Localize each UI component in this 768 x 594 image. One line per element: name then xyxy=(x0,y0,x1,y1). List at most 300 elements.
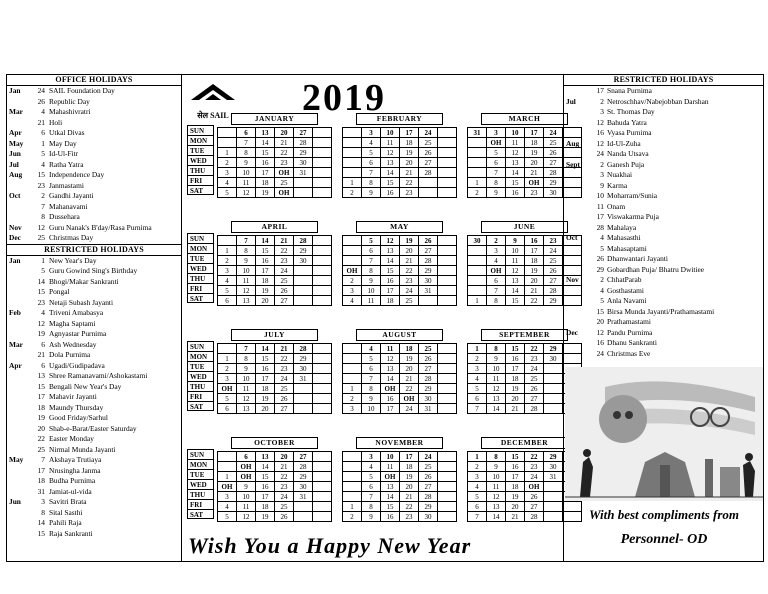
new-year-wish: Wish You a Happy New Year xyxy=(188,533,472,558)
day-cell xyxy=(438,452,457,462)
day-cell: 5 xyxy=(218,394,237,404)
holiday-date: 13 xyxy=(37,371,45,380)
holiday-name: Good Friday/Sarhul xyxy=(49,413,108,422)
holiday-date: 12 xyxy=(37,318,45,328)
day-cell: 21 xyxy=(275,138,294,148)
day-cell: 19 xyxy=(506,492,525,502)
holiday-name: Snana Purnima xyxy=(607,86,652,95)
weekday-label: MON xyxy=(187,351,214,361)
day-cell: 3 xyxy=(218,492,237,502)
day-cell xyxy=(343,452,362,462)
day-cell: 22 xyxy=(275,246,294,256)
month-block xyxy=(342,437,457,522)
restricted-holidays-list-left xyxy=(7,256,181,540)
day-cell: 9 xyxy=(487,188,506,198)
holiday-date: 4 xyxy=(600,285,604,295)
day-cell: 4 xyxy=(362,138,381,148)
day-cell: 14 xyxy=(487,512,506,522)
day-cell xyxy=(218,138,237,148)
day-cell xyxy=(313,256,332,266)
weekday-header-column xyxy=(187,341,214,411)
holiday-row xyxy=(7,202,181,213)
holiday-row xyxy=(564,107,763,118)
day-cell xyxy=(544,374,563,384)
day-cell: 13 xyxy=(381,158,400,168)
day-cell: 15 xyxy=(506,344,525,354)
day-cell: 6 xyxy=(487,158,506,168)
day-cell: 17 xyxy=(525,246,544,256)
day-cell: OH xyxy=(343,266,362,276)
holiday-name: Jamiat-ul-vida xyxy=(49,486,92,496)
day-cell: 4 xyxy=(343,296,362,306)
weekday-label: TUE xyxy=(187,253,214,263)
day-cell: 18 xyxy=(400,138,419,148)
day-cell: 5 xyxy=(218,188,237,198)
holiday-month: Jun xyxy=(9,497,21,506)
gandhi-swachh-illustration-icon xyxy=(565,367,763,501)
holiday-date: 3 xyxy=(600,170,604,179)
day-cell xyxy=(343,492,362,502)
day-cell: 22 xyxy=(525,296,544,306)
holiday-name: Raja Sankranti xyxy=(49,528,93,538)
day-cell: 27 xyxy=(419,364,438,374)
holiday-row xyxy=(564,349,763,360)
day-cell: 30 xyxy=(419,512,438,522)
day-cell: 1 xyxy=(468,296,487,306)
day-cell: 15 xyxy=(381,266,400,276)
holiday-row xyxy=(7,266,181,277)
day-cell: 10 xyxy=(362,404,381,414)
day-cell: 10 xyxy=(362,286,381,296)
day-cell: 28 xyxy=(419,256,438,266)
weekday-label: WED xyxy=(187,479,214,489)
day-cell: 17 xyxy=(256,374,275,384)
holiday-row xyxy=(564,328,763,339)
day-cell: 19 xyxy=(400,472,419,482)
day-cell xyxy=(468,158,487,168)
day-cell: 19 xyxy=(256,394,275,404)
day-cell: 25 xyxy=(419,138,438,148)
day-cell: 10 xyxy=(237,492,256,502)
holiday-name: Prathamastami xyxy=(607,317,651,326)
holiday-row xyxy=(564,286,763,297)
day-cell: OH xyxy=(525,482,544,492)
day-cell: 16 xyxy=(381,276,400,286)
holiday-row xyxy=(7,298,181,309)
holiday-month: Jan xyxy=(9,255,21,265)
holiday-month: Aug xyxy=(566,138,580,148)
holiday-date: 12 xyxy=(596,138,604,148)
holiday-row xyxy=(564,170,763,181)
day-cell: 16 xyxy=(525,236,544,246)
day-cell: 3 xyxy=(218,266,237,276)
weekday-label: THU xyxy=(187,381,214,391)
day-cell: 6 xyxy=(362,482,381,492)
holiday-date: 17 xyxy=(37,465,45,475)
day-cell: 19 xyxy=(506,384,525,394)
day-cell: 12 xyxy=(237,512,256,522)
holiday-row xyxy=(7,160,181,171)
holiday-name: Nrusingha Janma xyxy=(49,465,101,475)
month-block xyxy=(217,113,332,198)
day-cell: 14 xyxy=(256,236,275,246)
holiday-name: Guru Nanak's B'day/Rasa Purnima xyxy=(49,222,152,232)
left-holiday-column xyxy=(7,75,182,561)
month-day-grid xyxy=(342,451,457,522)
day-cell: 3 xyxy=(218,168,237,178)
holiday-row xyxy=(7,107,181,118)
day-cell: 28 xyxy=(525,512,544,522)
day-cell xyxy=(468,168,487,178)
day-cell: 7 xyxy=(237,344,256,354)
weekday-label: WED xyxy=(187,263,214,273)
day-cell: 31 xyxy=(419,404,438,414)
day-cell: 8 xyxy=(362,384,381,394)
day-cell: 6 xyxy=(362,246,381,256)
weekday-label: WED xyxy=(187,155,214,165)
holiday-row xyxy=(7,329,181,340)
day-cell: 29 xyxy=(544,344,563,354)
holiday-date: 23 xyxy=(37,297,45,307)
day-cell: 13 xyxy=(256,452,275,462)
day-cell: 30 xyxy=(419,394,438,404)
day-cell: 19 xyxy=(256,286,275,296)
day-cell: 20 xyxy=(256,404,275,414)
holiday-row xyxy=(7,223,181,234)
day-cell: 19 xyxy=(400,148,419,158)
day-cell: 18 xyxy=(256,178,275,188)
day-cell xyxy=(419,188,438,198)
day-cell: 17 xyxy=(506,364,525,374)
day-cell: 24 xyxy=(275,374,294,384)
holiday-date: 5 xyxy=(41,266,45,275)
day-cell: 26 xyxy=(419,472,438,482)
holiday-date: 4 xyxy=(600,233,604,242)
day-cell: 29 xyxy=(294,354,313,364)
day-cell: 1 xyxy=(343,384,362,394)
day-cell: 16 xyxy=(256,158,275,168)
holiday-name: Christmas Eve xyxy=(607,348,651,358)
day-cell: 28 xyxy=(294,236,313,246)
day-cell: 30 xyxy=(544,462,563,472)
weekday-label: SAT xyxy=(187,509,214,519)
day-cell: 28 xyxy=(525,404,544,414)
day-cell xyxy=(313,492,332,502)
holiday-name: Karma xyxy=(607,180,628,190)
holiday-row xyxy=(7,340,181,351)
day-cell xyxy=(544,384,563,394)
day-cell xyxy=(343,374,362,384)
day-cell: 8 xyxy=(362,502,381,512)
day-cell xyxy=(313,354,332,364)
holiday-name: Guru Gowind Sing's Birthday xyxy=(49,266,138,275)
holiday-date: 4 xyxy=(41,159,45,169)
holiday-month: Apr xyxy=(9,128,22,137)
month-block xyxy=(217,437,332,522)
day-cell: 2 xyxy=(487,236,506,246)
day-cell xyxy=(544,364,563,374)
day-cell: 27 xyxy=(294,452,313,462)
day-cell: 14 xyxy=(256,462,275,472)
day-cell: 28 xyxy=(544,286,563,296)
day-cell: 14 xyxy=(256,138,275,148)
day-cell xyxy=(438,344,457,354)
day-cell: 11 xyxy=(381,462,400,472)
holiday-name: Mahashivratri xyxy=(49,107,91,116)
day-cell: 7 xyxy=(468,404,487,414)
day-cell: 24 xyxy=(419,452,438,462)
day-cell xyxy=(468,286,487,296)
sail-logo-icon xyxy=(190,83,236,109)
day-cell: 1 xyxy=(343,178,362,188)
holiday-date: 23 xyxy=(37,180,45,190)
weekday-label: FRI xyxy=(187,175,214,185)
restricted-holidays-heading-left: RESTRICTED HOLIDAYS xyxy=(7,244,181,256)
day-cell: 10 xyxy=(506,246,525,256)
day-cell: 12 xyxy=(487,492,506,502)
day-cell: 20 xyxy=(275,452,294,462)
holiday-date: 4 xyxy=(41,107,45,116)
day-cell xyxy=(544,482,563,492)
day-cell: 6 xyxy=(468,502,487,512)
day-cell xyxy=(343,256,362,266)
day-cell: 6 xyxy=(362,158,381,168)
holiday-name: Netaji Subash Jayanti xyxy=(49,297,114,307)
holiday-name: Vyasa Purnima xyxy=(607,128,652,137)
holiday-row xyxy=(564,149,763,160)
day-cell: 18 xyxy=(525,138,544,148)
day-cell: 6 xyxy=(218,296,237,306)
day-cell: 6 xyxy=(237,452,256,462)
day-cell xyxy=(313,296,332,306)
day-cell: 17 xyxy=(506,472,525,482)
day-cell: 14 xyxy=(381,492,400,502)
day-cell: 10 xyxy=(237,266,256,276)
day-cell: 26 xyxy=(419,236,438,246)
day-cell: 1 xyxy=(468,452,487,462)
day-cell xyxy=(544,404,563,414)
holiday-date: 7 xyxy=(41,455,45,464)
year-title: 2019 xyxy=(302,77,386,119)
holiday-name: Ratha Yatra xyxy=(49,159,84,169)
holiday-date: 19 xyxy=(37,413,45,422)
day-cell: 12 xyxy=(237,188,256,198)
day-cell: 16 xyxy=(381,188,400,198)
day-cell xyxy=(313,472,332,482)
day-cell: 20 xyxy=(400,246,419,256)
day-cell: 8 xyxy=(362,266,381,276)
day-cell: 2 xyxy=(468,188,487,198)
month-day-grid xyxy=(217,343,332,414)
day-cell: 29 xyxy=(294,148,313,158)
day-cell: 12 xyxy=(381,148,400,158)
day-cell: 26 xyxy=(525,492,544,502)
day-cell: 1 xyxy=(218,148,237,158)
holiday-row xyxy=(564,191,763,202)
day-cell: 1 xyxy=(343,502,362,512)
day-cell: 15 xyxy=(506,178,525,188)
holiday-date: 18 xyxy=(37,476,45,485)
day-cell: 16 xyxy=(506,462,525,472)
month-block xyxy=(342,221,457,306)
day-cell: 16 xyxy=(506,354,525,364)
day-cell: 8 xyxy=(487,178,506,188)
day-cell xyxy=(438,138,457,148)
day-cell xyxy=(294,394,313,404)
day-cell: 22 xyxy=(525,344,544,354)
holiday-month: Oct xyxy=(566,233,578,242)
holiday-row xyxy=(564,254,763,265)
day-cell xyxy=(218,462,237,472)
day-cell: 23 xyxy=(275,364,294,374)
day-cell: 31 xyxy=(544,472,563,482)
holiday-date: 21 xyxy=(37,350,45,359)
day-cell: 1 xyxy=(468,344,487,354)
holiday-date: 2 xyxy=(600,275,604,284)
day-cell: 9 xyxy=(362,276,381,286)
holiday-row xyxy=(7,170,181,181)
day-cell: 14 xyxy=(487,404,506,414)
day-cell: 22 xyxy=(275,354,294,364)
day-cell: OH xyxy=(400,394,419,404)
day-cell: 21 xyxy=(525,286,544,296)
day-cell xyxy=(438,404,457,414)
day-cell: 23 xyxy=(275,482,294,492)
holiday-name: Mahanavami xyxy=(49,201,88,211)
holiday-month: Nov xyxy=(566,275,579,284)
holiday-name: Sital Sasthi xyxy=(49,507,83,517)
holiday-name: Nirmal Munda Jayanti xyxy=(49,444,116,454)
holiday-date: 6 xyxy=(41,339,45,349)
day-cell: 28 xyxy=(419,492,438,502)
day-cell: 21 xyxy=(400,374,419,384)
day-cell xyxy=(313,482,332,492)
holiday-row xyxy=(7,308,181,319)
day-cell: 12 xyxy=(381,354,400,364)
day-cell: 22 xyxy=(400,178,419,188)
holiday-name: Moharram/Sunia xyxy=(607,191,658,200)
day-cell: 18 xyxy=(525,256,544,266)
day-cell: 13 xyxy=(506,158,525,168)
day-cell: 25 xyxy=(275,178,294,188)
day-cell: 29 xyxy=(294,472,313,482)
holiday-date: 5 xyxy=(600,296,604,305)
day-cell: 7 xyxy=(487,168,506,178)
holiday-date: 12 xyxy=(596,327,604,337)
weekday-label: SUN xyxy=(187,341,214,351)
day-cell xyxy=(313,502,332,512)
day-cell xyxy=(343,168,362,178)
day-cell: 27 xyxy=(419,246,438,256)
day-cell: 13 xyxy=(381,482,400,492)
holiday-row xyxy=(564,118,763,129)
holiday-name: Agnyastar Purnima xyxy=(49,329,107,338)
day-cell: 22 xyxy=(275,148,294,158)
day-cell xyxy=(294,276,313,286)
holiday-row xyxy=(7,445,181,456)
holiday-row xyxy=(564,307,763,318)
day-cell: 27 xyxy=(544,276,563,286)
day-cell: 13 xyxy=(487,394,506,404)
holiday-name: Easter Monday xyxy=(49,434,94,443)
day-cell: 17 xyxy=(256,168,275,178)
day-cell xyxy=(544,492,563,502)
holiday-month: Apr xyxy=(9,360,22,370)
day-cell: 12 xyxy=(381,236,400,246)
day-cell xyxy=(343,364,362,374)
holiday-row xyxy=(7,518,181,529)
weekday-label: MON xyxy=(187,243,214,253)
day-cell: 3 xyxy=(343,404,362,414)
day-cell: 4 xyxy=(362,344,381,354)
day-cell: OH xyxy=(218,482,237,492)
day-cell xyxy=(438,256,457,266)
day-cell xyxy=(544,394,563,404)
holiday-row xyxy=(564,212,763,223)
month-day-grid xyxy=(217,451,332,522)
day-cell: 9 xyxy=(237,482,256,492)
day-cell xyxy=(313,462,332,472)
day-cell: 11 xyxy=(506,138,525,148)
day-cell xyxy=(438,168,457,178)
day-cell: 6 xyxy=(487,276,506,286)
day-cell: 21 xyxy=(275,236,294,246)
day-cell: 20 xyxy=(525,276,544,286)
day-cell: 28 xyxy=(294,344,313,354)
month-name: AUGUST xyxy=(356,329,443,341)
holiday-date: 15 xyxy=(596,306,604,316)
holiday-row xyxy=(7,319,181,330)
day-cell: 23 xyxy=(525,354,544,364)
holiday-date: 15 xyxy=(37,381,45,391)
day-cell xyxy=(438,148,457,158)
holiday-name: Viswakarma Puja xyxy=(607,212,659,221)
day-cell: 27 xyxy=(419,158,438,168)
day-cell xyxy=(438,236,457,246)
day-cell: 12 xyxy=(237,286,256,296)
holiday-name: Ugadi/Gudipadava xyxy=(49,360,105,370)
day-cell: 30 xyxy=(294,364,313,374)
day-cell xyxy=(313,394,332,404)
day-cell xyxy=(218,344,237,354)
day-cell: 7 xyxy=(362,492,381,502)
day-cell xyxy=(313,246,332,256)
holiday-name: Maundy Thursday xyxy=(49,402,104,412)
day-cell: 30 xyxy=(294,256,313,266)
day-cell: 19 xyxy=(256,512,275,522)
day-cell: 24 xyxy=(419,128,438,138)
holiday-name: Christmas Day xyxy=(49,233,94,242)
day-cell xyxy=(343,128,362,138)
day-cell xyxy=(438,276,457,286)
day-cell: 25 xyxy=(400,296,419,306)
day-cell: 26 xyxy=(419,354,438,364)
holiday-name: Holi xyxy=(49,117,63,127)
day-cell: 27 xyxy=(525,502,544,512)
holiday-month: Nov xyxy=(9,222,22,232)
day-cell xyxy=(313,384,332,394)
day-cell xyxy=(343,354,362,364)
month-block xyxy=(217,221,332,306)
day-cell: 9 xyxy=(362,188,381,198)
day-cell: 16 xyxy=(506,188,525,198)
holiday-name: Utkal Divas xyxy=(49,128,85,137)
day-cell: 1 xyxy=(218,354,237,364)
holiday-name: Dola Purnima xyxy=(49,350,91,359)
day-cell: 3 xyxy=(343,286,362,296)
holiday-name: Mahasaptami xyxy=(607,243,647,253)
day-cell: 2 xyxy=(468,462,487,472)
